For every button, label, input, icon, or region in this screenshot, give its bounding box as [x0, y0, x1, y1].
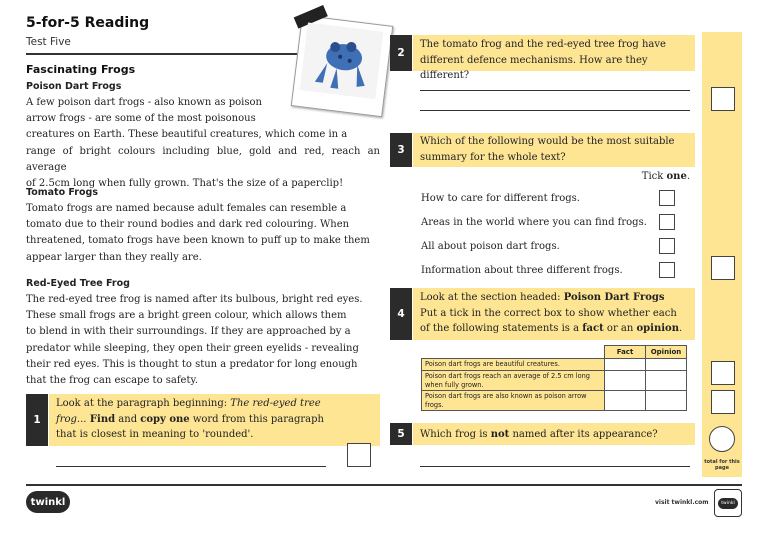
twinkl-logo: twinkl	[26, 491, 70, 513]
line: to blend in with their surroundings. If they are approached by a	[26, 326, 351, 338]
line: tomato due to their round bodies and dark red colouring. When	[26, 219, 350, 231]
line: their red eyes. This is thought to stun a predator for long enough	[26, 358, 358, 370]
worksheet-title: 5-for-5 Reading	[26, 15, 150, 31]
section-heading-tomato: Tomato Frogs	[26, 187, 98, 198]
option-checkbox-3[interactable]	[659, 238, 675, 254]
mark-box-q1[interactable]	[347, 443, 371, 467]
answer-line-q5[interactable]	[420, 466, 690, 467]
option-label-3: All about poison dart frogs.	[421, 241, 560, 252]
table-corner	[422, 346, 605, 359]
mark-box-q4[interactable]	[711, 361, 735, 385]
quality-badge	[714, 489, 742, 517]
question-number-4: 4	[390, 288, 412, 340]
line: predator while sleeping, they open their green eyelids - revealing	[26, 342, 359, 354]
line: creatures on Earth. These beautiful creatures, which come in a	[26, 129, 348, 141]
option-checkbox-2[interactable]	[659, 214, 675, 230]
line: The red-eyed tree frog is named after its bulbous, bright red eyes.	[26, 294, 363, 305]
paragraph-red-eyed	[26, 292, 380, 389]
mark-box-q5[interactable]	[711, 390, 735, 414]
blue-frog-icon	[300, 23, 384, 100]
line: of 2.5cm long when fully grown. That's the size of a paperclip!	[26, 178, 344, 190]
fact-cell-2[interactable]	[605, 371, 646, 391]
opinion-cell-3[interactable]	[646, 391, 687, 411]
line: range of bright colours including blue, gold and red, reach an average	[26, 145, 380, 173]
column-header-fact: Fact	[605, 346, 646, 359]
question-number-2: 2	[390, 35, 412, 71]
statement-3: Poison dart frogs are also known as poison arrow frogs.	[422, 391, 605, 411]
question-2-text: The tomato frog and the red-eyed tree frog have different defence mechanisms. How are they different?	[420, 39, 666, 81]
article-title: Fascinating Frogs	[26, 63, 136, 76]
footer-rule	[26, 484, 742, 486]
line: arrow frogs - are some of the most poisonous	[26, 113, 256, 125]
option-label-1: How to care for different frogs.	[421, 193, 580, 204]
fact-cell-3[interactable]	[605, 391, 646, 411]
option-label-4: Information about three different frogs.	[421, 265, 623, 276]
line: appear larger than they really are.	[26, 251, 202, 263]
statement-1: Poison dart frogs are beautiful creatures.	[422, 359, 605, 371]
fact-opinion-table	[421, 345, 687, 411]
question-number-1: 1	[26, 394, 48, 446]
answer-line-q1[interactable]	[56, 466, 326, 467]
question-number-3: 3	[390, 133, 412, 167]
paragraph-poison-dart	[26, 95, 380, 192]
tick-instruction: Tick one.	[641, 171, 690, 182]
opinion-cell-1[interactable]	[646, 359, 687, 371]
line: A few poison dart frogs - also known as poison	[26, 97, 262, 108]
visit-link[interactable]: visit twinkl.com	[655, 499, 709, 506]
paragraph-tomato	[26, 201, 380, 266]
total-score-circle[interactable]	[709, 426, 735, 452]
option-label-2: Areas in the world where you can find frogs.	[421, 217, 647, 228]
table-row	[422, 359, 687, 371]
column-header-opinion: Opinion	[646, 346, 687, 359]
line: threatened, tomato frogs have been known to puff up to make them	[26, 235, 370, 247]
line: These small frogs are a bright green colour, which allows them	[26, 310, 347, 322]
mark-box-q2[interactable]	[711, 87, 735, 111]
question-3-text: Which of the following would be the most suitable summary for the whole text?	[420, 136, 675, 163]
option-checkbox-1[interactable]	[659, 190, 675, 206]
question-5-text: Which frog is not named after its appearance?	[420, 429, 658, 440]
badge-logo: twinkl	[718, 498, 738, 509]
option-checkbox-4[interactable]	[659, 262, 675, 278]
table-row	[422, 371, 687, 391]
question-number-5: 5	[390, 423, 412, 445]
question-4-text: Look at the section headed: Poison Dart Frogs Put a tick in the correct box to show whether each of the following statements is a fact or an opinion.	[420, 292, 683, 334]
line: that the frog can escape to safety.	[26, 375, 198, 387]
section-heading-poison-dart: Poison Dart Frogs	[26, 81, 122, 92]
fact-cell-1[interactable]	[605, 359, 646, 371]
answer-line-q2-1[interactable]	[420, 90, 690, 91]
answer-line-q2-2[interactable]	[420, 110, 690, 111]
worksheet-subtitle: Test Five	[26, 36, 71, 48]
opinion-cell-2[interactable]	[646, 371, 687, 391]
statement-2: Poison dart frogs reach an average of 2.5 cm long when fully grown.	[422, 371, 605, 391]
mark-box-q3[interactable]	[711, 256, 735, 280]
total-label: total for this page	[704, 459, 740, 471]
section-heading-red-eyed: Red-Eyed Tree Frog	[26, 278, 130, 289]
table-row	[422, 391, 687, 411]
line: Tomato frogs are named because adult females can resemble a	[26, 203, 347, 214]
question-1-text: Look at the paragraph beginning: The red-eyed tree frog... Find and copy one word from this paragraph that is closest in meaning to 'rounded'.	[56, 398, 324, 440]
